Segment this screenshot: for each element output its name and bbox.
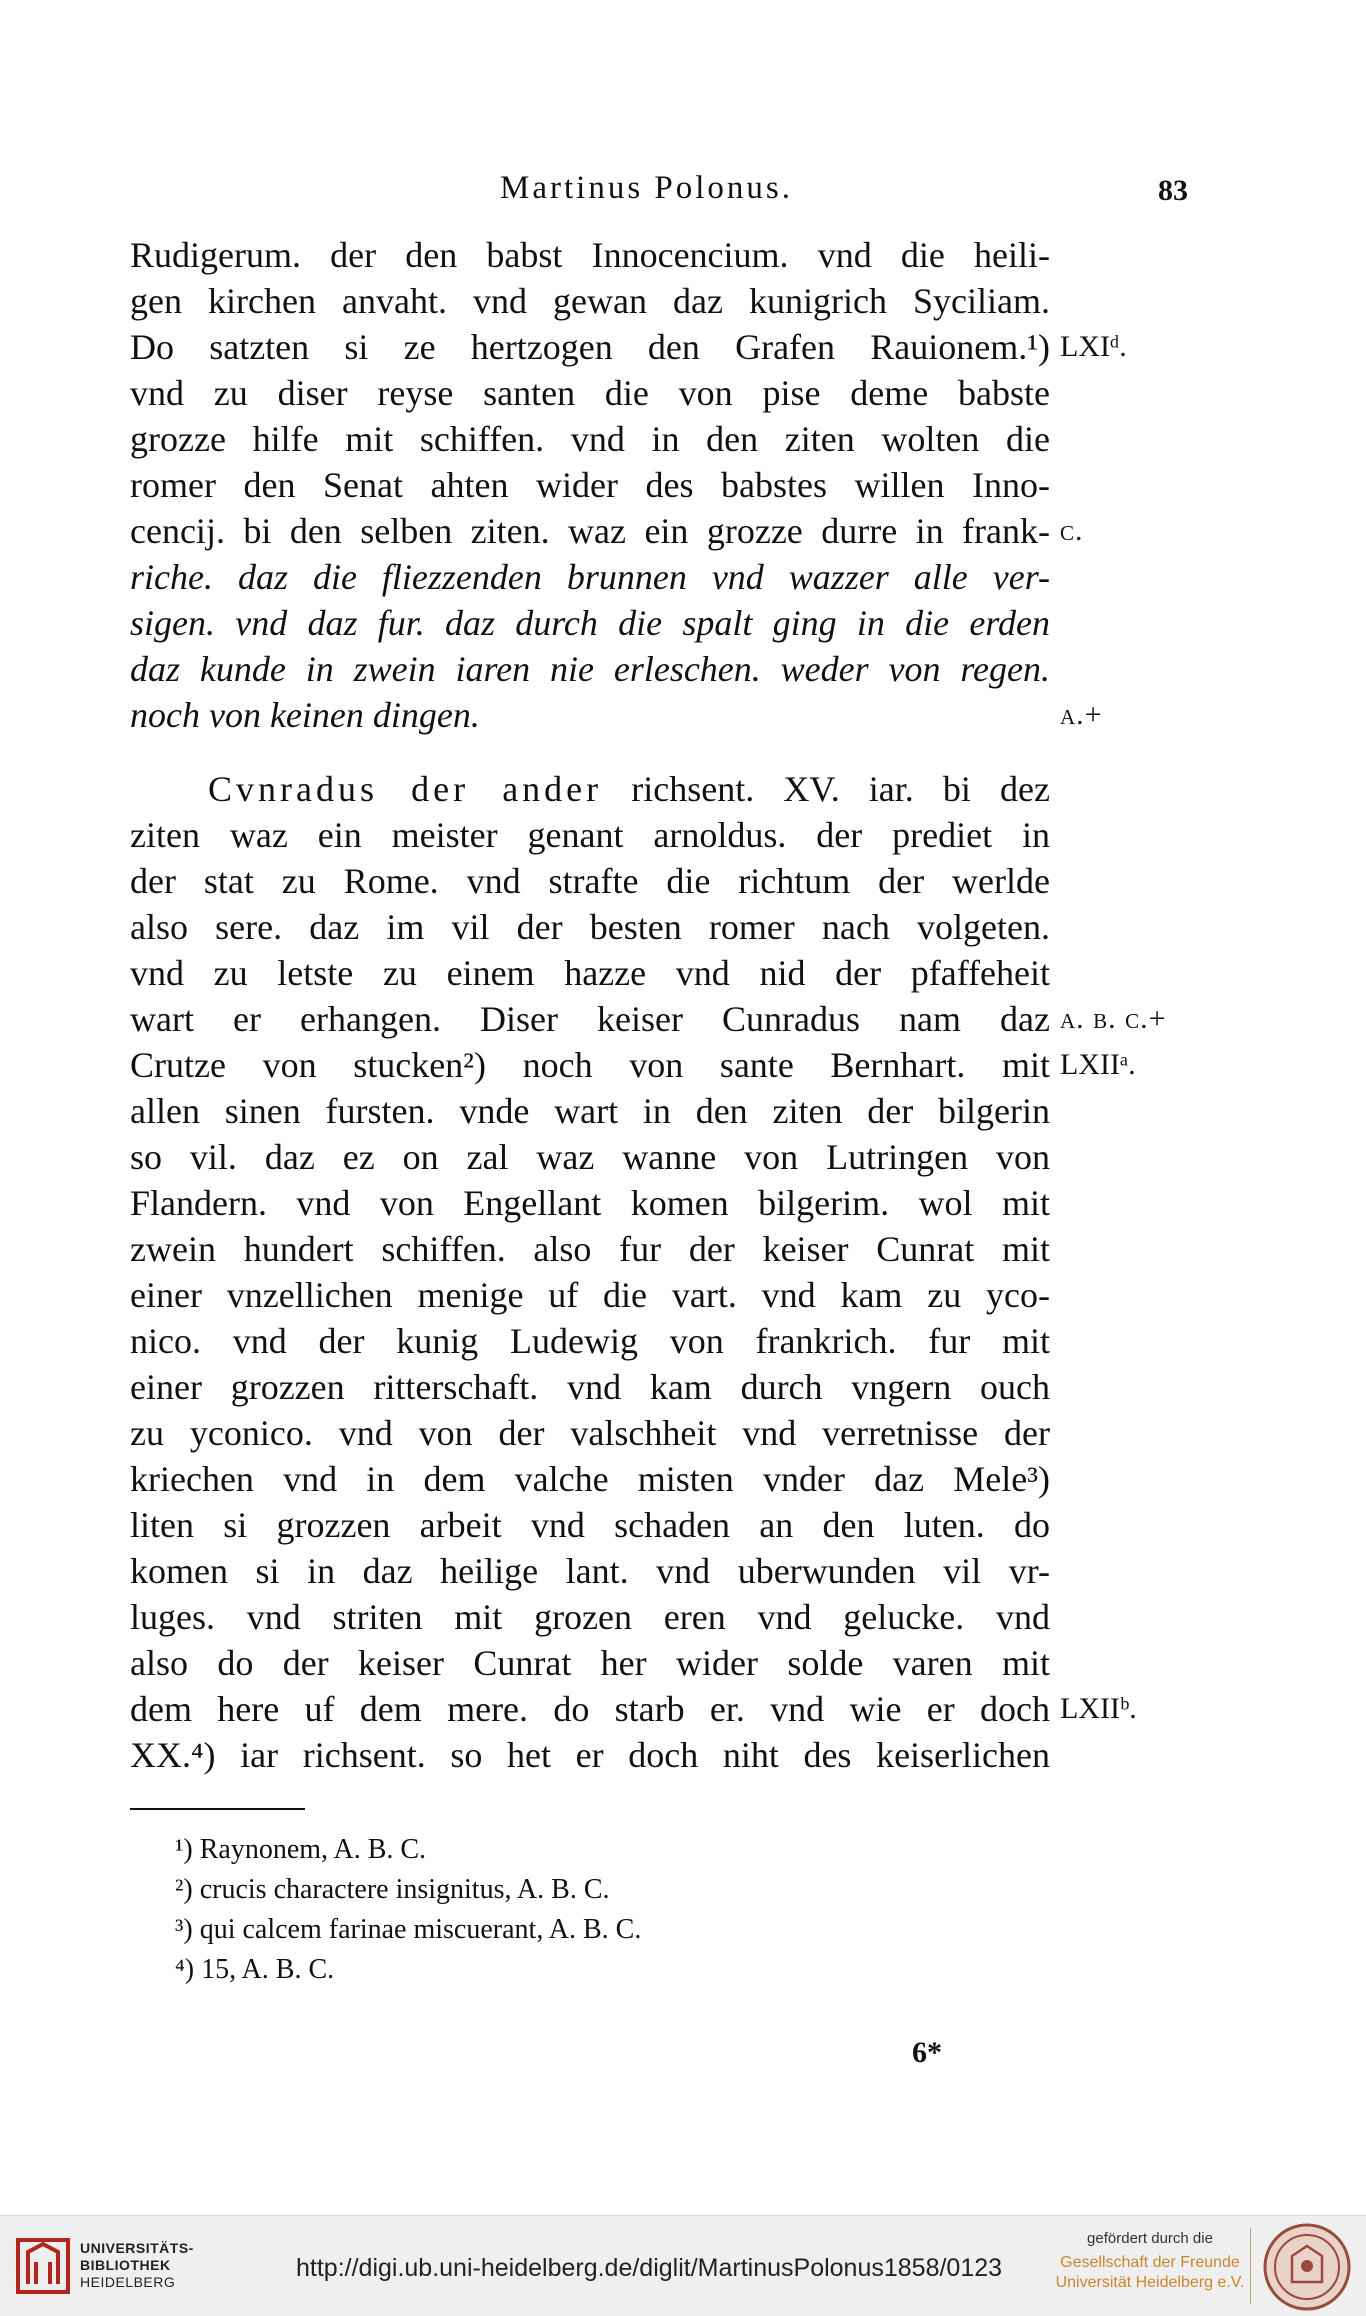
text-line: also sere. daz im vil der besten romer nach volgeten. xyxy=(130,907,1050,947)
text-line: gen kirchen anvaht. vnd gewan daz kunigrich Syciliam. xyxy=(130,281,1050,321)
text-line: Do satzten si ze hertzogen den Grafen Rauionem.¹) LXIᵈ. xyxy=(130,324,1050,370)
text-line: Cvnradus der ander richsent. XV. iar. bi dez xyxy=(208,769,1050,809)
text-line: vnd zu diser reyse santen die von pise deme babste xyxy=(130,373,1050,413)
footnote: ¹) Raynonem, A. B. C. xyxy=(175,1834,427,1865)
text-line: Rudigerum. der den babst Innocencium. vnd die heili- xyxy=(130,235,1050,275)
library-logo-icon xyxy=(14,2234,72,2298)
footnote: ²) crucis charactere insignitus, A. B. C. xyxy=(175,1874,610,1905)
paragraph-2 xyxy=(130,766,1167,1778)
text-line: grozze hilfe mit schiffen. vnd in den ziten wolten die xyxy=(130,419,1050,459)
margin-note: c. xyxy=(1060,514,1084,547)
text-line: liten si grozzen arbeit vnd schaden an den luten. do xyxy=(130,1505,1050,1545)
text-line: daz kunde in zwein iaren nie erleschen. weder von regen. xyxy=(130,649,1050,689)
text-line: luges. vnd striten mit grozen eren vnd gelucke. vnd xyxy=(130,1597,1050,1637)
sponsor-name: Gesellschaft der Freunde Universität Heidelberg e.V. xyxy=(1055,2254,1245,2291)
text-line: dem here uf dem mere. do starb er. vnd wie er doch LXIIᵇ. xyxy=(130,1686,1050,1732)
margin-note: a.+ xyxy=(1060,698,1103,731)
sponsor-divider xyxy=(1250,2228,1251,2304)
margin-note: LXIIᵇ. xyxy=(1060,1692,1137,1725)
text-line: also do der keiser Cunrat her wider solde varen mit xyxy=(130,1643,1050,1683)
text-line: wart er erhangen. Diser keiser Cunradus nam daz a. b. c.+ xyxy=(130,996,1050,1042)
margin-note: a. b. c.+ xyxy=(1060,1002,1167,1035)
text-line: allen sinen fursten. vnde wart in den ziten der bilgerin xyxy=(130,1091,1050,1131)
margin-note: LXIIᵃ. xyxy=(1060,1048,1136,1081)
running-head xyxy=(0,170,1366,220)
text-line: kriechen vnd in dem valche misten vnder daz Mele³) xyxy=(130,1459,1050,1499)
text-line: romer den Senat ahten wider des babstes willen Inno- xyxy=(130,465,1050,505)
sponsor-label: gefördert durch die xyxy=(1087,2230,1213,2247)
footnote: ⁴) 15, A. B. C. xyxy=(175,1954,335,1985)
page-number: 83 xyxy=(1158,174,1188,207)
text-line: so vil. daz ez on zal waz wanne von Lutringen von xyxy=(130,1137,1050,1177)
library-name: UNIVERSITÄTS- BIBLIOTHEK HEIDELBERG xyxy=(80,2240,194,2290)
signature-mark: 6* xyxy=(912,2036,942,2069)
text-line: einer vnzellichen menige uf die vart. vnd kam zu yco- xyxy=(130,1275,1050,1315)
text-line: nico. vnd der kunig Ludewig von frankrich. fur mit xyxy=(130,1321,1050,1361)
text-line: komen si in daz heilige lant. vnd uberwunden vil vr- xyxy=(130,1551,1050,1591)
paragraph-1 xyxy=(130,232,1127,738)
text-line: riche. daz die fliezzenden brunnen vnd wazzer alle ver- xyxy=(130,557,1050,597)
footnotes xyxy=(175,1830,641,1990)
sponsor-block xyxy=(1055,2230,1245,2293)
text-line: zwein hundert schiffen. also fur der keiser Cunrat mit xyxy=(130,1229,1050,1269)
text-line: der stat zu Rome. vnd strafte die richtum der werlde xyxy=(130,861,1050,901)
text-line: ziten waz ein meister genant arnoldus. der prediet in xyxy=(130,815,1050,855)
university-seal-icon xyxy=(1262,2222,1352,2312)
text-line: noch von keinen dingen. a.+ xyxy=(130,692,1050,738)
permalink-url[interactable]: http://digi.ub.uni-heidelberg.de/diglit/MartinusPolonus1858/0123 xyxy=(296,2254,1003,2282)
text-line: zu yconico. vnd von der valschheit vnd verretnisse der xyxy=(130,1413,1050,1453)
text-line: vnd zu letste zu einem hazze vnd nid der pfaffeheit xyxy=(130,953,1050,993)
text-line: einer grozzen ritterschaft. vnd kam durch vngern ouch xyxy=(130,1367,1050,1407)
text-line: Flandern. vnd von Engellant komen bilgerim. wol mit xyxy=(130,1183,1050,1223)
ruler-name: Cvnradus der ander xyxy=(208,769,603,809)
running-title: Martinus Polonus. xyxy=(500,170,794,206)
footer-bar xyxy=(0,2215,1366,2316)
text-line: Crutze von stucken²) noch von sante Bernhart. mit LXIIᵃ. xyxy=(130,1042,1050,1088)
margin-note: LXIᵈ. xyxy=(1060,330,1127,363)
text-line: sigen. vnd daz fur. daz durch die spalt ging in die erden xyxy=(130,603,1050,643)
text-line: XX.⁴) iar richsent. so het er doch niht des keiserlichen xyxy=(130,1735,1050,1775)
text-line: cencij. bi den selben ziten. waz ein grozze durre in frank- c. xyxy=(130,508,1050,554)
footnote: ³) qui calcem farinae miscuerant, A. B. C. xyxy=(175,1914,642,1945)
footnote-divider xyxy=(130,1808,305,1810)
